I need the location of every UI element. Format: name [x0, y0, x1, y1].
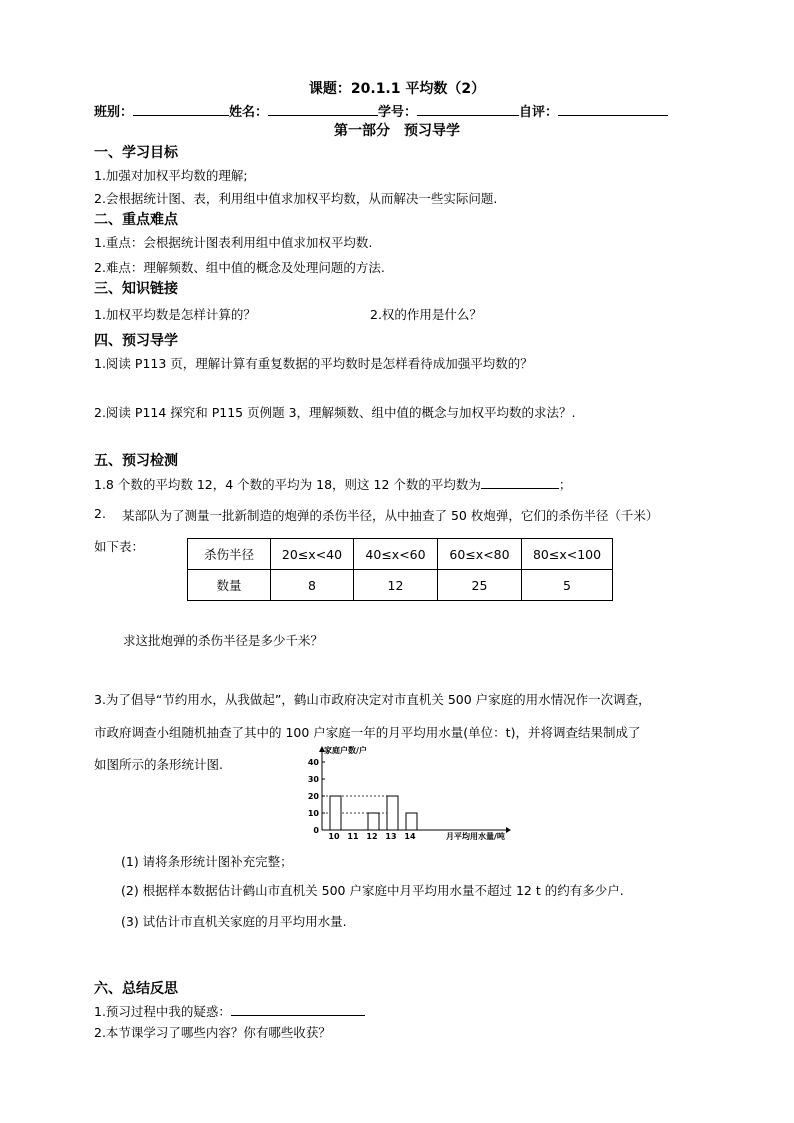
problem2-question: 求这批炮弹的杀伤半径是多少千米？	[123, 633, 324, 648]
table-count-4: 5	[522, 570, 613, 601]
y-tick-label: 0	[313, 826, 319, 835]
section3-q2: 2.权的作用是什么？	[370, 307, 482, 322]
section4-heading: 四、预习导学	[94, 333, 178, 349]
problem1-text: 1.8 个数的平均数 12，4 个数的平均为 18，则这 12 个数的平均数为	[94, 477, 481, 492]
y-tick-label: 20	[307, 792, 319, 801]
name-blank[interactable]	[268, 103, 378, 116]
lesson-title: 课题：20.1.1 平均数（2）	[308, 81, 486, 97]
table-range-4: 80≤x<100	[522, 539, 613, 570]
section1-item-1: 1.加强对加权平均数的理解;	[94, 168, 248, 183]
section2-item-2: 2.难点：理解频数、组中值的概念及处理问题的方法.	[94, 260, 385, 275]
part-title: 第一部分 预习导学	[334, 123, 460, 139]
doubt-blank[interactable]	[231, 1003, 365, 1016]
table-range-1: 20≤x<40	[271, 539, 354, 570]
section2-heading: 二、重点难点	[94, 212, 178, 228]
x-tick-label: 14	[404, 832, 416, 840]
problem2-text: 某部队为了测量一批新制造的炮弹的杀伤半径，从中抽查了 50 枚炮弹，它们的杀伤半径（千米）	[122, 508, 659, 523]
section2-item-1: 1.重点：会根据统计图表利用组中值求加权平均数.	[94, 235, 373, 250]
water-usage-bar-chart	[300, 744, 522, 840]
table-row	[188, 570, 613, 601]
table-range-3: 60≤x<80	[438, 539, 522, 570]
table-header-label: 杀伤半径	[188, 539, 271, 570]
table-row	[188, 539, 613, 570]
x-tick-label: 13	[385, 832, 397, 840]
section3-q1: 1.加权平均数是怎样计算的？	[94, 307, 256, 322]
bar	[368, 813, 379, 830]
x-axis-arrow	[506, 827, 511, 833]
table-count-3: 25	[438, 570, 522, 601]
table-count-label: 数量	[188, 570, 271, 601]
bar	[406, 813, 417, 830]
self-eval-label: 自评：	[519, 105, 559, 120]
problem1-answer-blank[interactable]	[481, 476, 559, 489]
problem3-line3: 如图所示的条形统计图.	[94, 757, 223, 772]
problem1	[94, 475, 571, 493]
section4-q2: 2.阅读 P114 探究和 P115 页例题 3，理解频数、组中值的概念与加权平均数的求法？.	[94, 405, 576, 420]
kill-radius-table	[187, 538, 613, 601]
student-info-line	[94, 101, 668, 120]
problem3-line1: 3.为了倡导“节约用水，从我做起”，鹤山市政府决定对市直机关 500 户家庭的用水情况作一次调查，	[94, 692, 651, 707]
x-axis-title: 月平均用水量/吨	[446, 832, 505, 840]
self-eval-blank[interactable]	[558, 103, 668, 116]
section6-heading: 六、总结反思	[94, 981, 178, 997]
y-tick-label: 30	[307, 775, 319, 784]
x-tick-label: 11	[347, 832, 359, 840]
section6-q1	[94, 1002, 365, 1020]
section5-heading: 五、预习检测	[94, 453, 178, 469]
problem1-end: ；	[558, 477, 572, 492]
bar	[387, 796, 398, 830]
class-blank[interactable]	[133, 103, 229, 116]
section1-heading: 一、学习目标	[94, 145, 178, 161]
problem3-sub2: (2) 根据样本数据估计鹤山市直机关 500 户家庭中月平均用水量不超过 12 t 的约有多少户.	[121, 883, 624, 898]
x-tick-label: 12	[366, 832, 378, 840]
name-label: 姓名：	[229, 105, 269, 120]
section1-item-2: 2.会根据统计图、表，利用组中值求加权平均数，从而解决一些实际问题.	[94, 191, 498, 206]
class-label: 班别：	[94, 105, 134, 120]
problem3-sub3: (3) 试估计市直机关家庭的月平均用水量.	[121, 914, 347, 929]
problem2-cont: 如下表：	[94, 539, 145, 554]
problem2-number: 2.	[94, 506, 106, 521]
y-tick-label: 10	[307, 809, 319, 818]
y-tick-label: 40	[307, 758, 319, 767]
x-tick-label: 10	[328, 832, 340, 840]
section4-q1: 1.阅读 P113 页，理解计算有重复数据的平均数时是怎样看待成加强平均数的？	[94, 356, 533, 371]
section3-heading: 三、知识链接	[94, 281, 178, 297]
problem3-line2: 市政府调查小组随机抽查了其中的 100 户家庭一年的月平均用水量(单位：t)，并将调查结果制成了	[94, 725, 641, 740]
section6-q2: 2.本节课学习了哪些内容？你有哪些收获？	[94, 1025, 331, 1040]
section6-q1-label: 1.预习过程中我的疑惑：	[94, 1004, 231, 1019]
table-count-2: 12	[354, 570, 438, 601]
y-axis-title: 家庭户数/户	[324, 746, 367, 755]
table-range-2: 40≤x<60	[354, 539, 438, 570]
id-blank[interactable]	[417, 103, 519, 116]
problem3-sub1: (1) 请将条形统计图补充完整；	[121, 854, 293, 869]
bar	[330, 796, 341, 830]
table-count-1: 8	[271, 570, 354, 601]
id-label: 学号：	[378, 105, 418, 120]
